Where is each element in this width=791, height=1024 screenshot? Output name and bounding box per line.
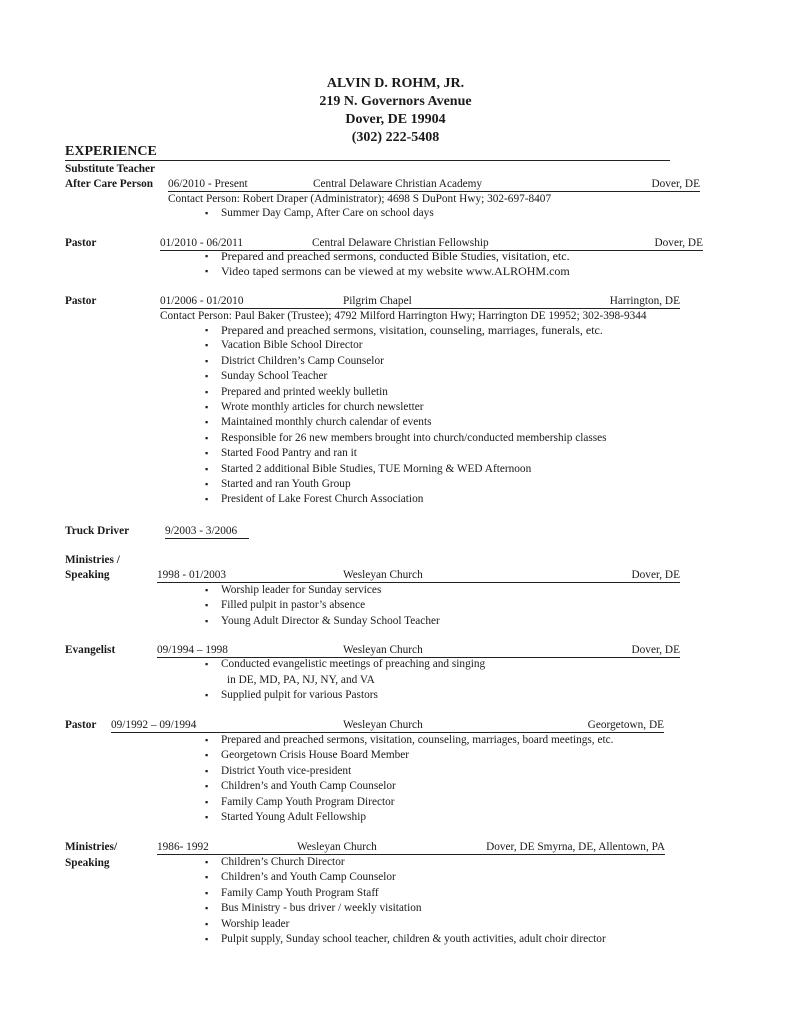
list-item: ▪ Prepared and preached sermons, conducted Bible Studies, visitation, etc.: [205, 249, 570, 264]
bullet-continuation: in DE, MD, PA, NJ, NY, and VA: [227, 674, 375, 686]
list-item: ▪ Started Food Pantry and ran it: [205, 446, 607, 461]
job-dates: 06/2010 - Present: [168, 178, 248, 190]
job-dates: 1998 - 01/2003: [157, 569, 227, 581]
job-header-line: [160, 294, 680, 309]
job-title: Speaking: [65, 857, 110, 869]
job-header-line: [157, 840, 665, 855]
job-location: Georgetown, DE: [587, 719, 664, 731]
job-duties-list: [205, 323, 607, 508]
list-item: ▪ Summer Day Camp, After Care on school days: [205, 206, 434, 221]
list-item: ▪ President of Lake Forest Church Association: [205, 492, 607, 507]
list-item: ▪ Supplied pulpit for various Pastors: [205, 688, 378, 703]
job-title: Truck Driver: [65, 525, 130, 537]
list-item: ▪ Young Adult Director & Sunday School Teacher: [205, 614, 440, 629]
job-location: Dover, DE: [651, 178, 700, 190]
list-item: ▪ Worship leader for Sunday services: [205, 583, 440, 598]
job-duties-list: [205, 249, 570, 280]
list-item: ▪ Family Camp Youth Program Director: [205, 795, 613, 810]
job-duties-list: [205, 855, 606, 947]
job-title-line1: Ministries/: [65, 841, 118, 853]
job-title: Speaking: [65, 569, 110, 581]
list-item: ▪ Children’s Church Director: [205, 855, 606, 870]
list-item: ▪ Vacation Bible School Director: [205, 338, 607, 353]
address-city: Dover, DE 19904: [345, 112, 446, 127]
list-item: ▪ Conducted evangelistic meetings of preaching and singing: [205, 657, 485, 672]
job-header-line: [168, 177, 700, 192]
job-organization: Central Delaware Christian Academy: [313, 178, 483, 190]
address-street: 219 N. Governors Avenue: [319, 94, 472, 109]
phone-number: (302) 222-5408: [351, 130, 440, 145]
list-item: ▪ Georgetown Crisis House Board Member: [205, 748, 613, 763]
job-location: Dover, DE: [631, 644, 680, 656]
job-header-line: [111, 718, 664, 733]
job-duties-list: [205, 733, 613, 825]
job-duties-list: [205, 206, 434, 221]
experience-heading: EXPERIENCE: [65, 143, 670, 161]
job-title: Evangelist: [65, 644, 116, 656]
job-title-line1: Ministries /: [65, 554, 120, 566]
job-organization: Central Delaware Christian Fellowship: [312, 237, 489, 249]
job-organization: Wesleyan Church: [297, 841, 377, 853]
job-title: Pastor: [65, 237, 97, 249]
list-item: ▪ Maintained monthly church calendar of events: [205, 415, 607, 430]
list-item: ▪ Prepared and printed weekly bulletin: [205, 385, 607, 400]
job-duties-list: [205, 583, 440, 629]
job-organization: Wesleyan Church: [343, 719, 423, 731]
job-title: Pastor: [65, 719, 97, 731]
list-item: ▪ District Children’s Camp Counselor: [205, 354, 607, 369]
list-item: ▪ Family Camp Youth Program Staff: [205, 886, 606, 901]
resume-name: ALVIN D. ROHM, JR.: [326, 76, 465, 91]
list-item: ▪ Prepared and preached sermons, visitation, counseling, marriages, funerals, etc.: [205, 323, 607, 338]
job-duties-list: [205, 657, 485, 672]
list-item: ▪ Children’s and Youth Camp Counselor: [205, 870, 606, 885]
job-duties-list: [205, 688, 378, 703]
job-dates: 9/2003 - 3/2006: [165, 525, 238, 537]
list-item: ▪ Filled pulpit in pastor’s absence: [205, 598, 440, 613]
job-dates: 01/2006 - 01/2010: [160, 295, 244, 307]
list-item: ▪ Started and ran Youth Group: [205, 477, 607, 492]
job-dates: 1986- 1992: [157, 841, 209, 853]
job-location: Dover, DE: [654, 237, 703, 249]
list-item: ▪ Video taped sermons can be viewed at my website www.ALROHM.com: [205, 264, 570, 279]
job-header-line: [165, 524, 249, 539]
job-organization: Pilgrim Chapel: [343, 295, 412, 307]
job-organization: Wesleyan Church: [343, 569, 423, 581]
list-item: ▪ Wrote monthly articles for church newsletter: [205, 400, 607, 415]
job-dates: 09/1994 – 1998: [157, 644, 228, 656]
list-item: ▪ Prepared and preached sermons, visitation, counseling, marriages, board meetings, etc.: [205, 733, 613, 748]
job-organization: Wesleyan Church: [343, 644, 423, 656]
list-item: ▪ Bus Ministry - bus driver / weekly visitation: [205, 901, 606, 916]
job-header-line: [157, 643, 680, 658]
job-header-line: [157, 568, 680, 583]
job-location: Dover, DE: [631, 569, 680, 581]
job-title: Pastor: [65, 295, 97, 307]
job-location: Dover, DE Smyrna, DE, Allentown, PA: [486, 841, 665, 853]
job-title: After Care Person: [65, 178, 154, 190]
job-location: Harrington, DE: [609, 295, 680, 307]
list-item: ▪ Children’s and Youth Camp Counselor: [205, 779, 613, 794]
list-item: ▪ Started Young Adult Fellowship: [205, 810, 613, 825]
job-contact: Contact Person: Robert Draper (Administrator); 4698 S DuPont Hwy; 302-697-8407: [168, 193, 552, 205]
list-item: ▪ Started 2 additional Bible Studies, TUE Morning & WED Afternoon: [205, 462, 607, 477]
list-item: ▪ District Youth vice-president: [205, 764, 613, 779]
list-item: ▪ Sunday School Teacher: [205, 369, 607, 384]
job-contact: Contact Person: Paul Baker (Trustee); 4792 Milford Harrington Hwy; Harrington DE 19952; 302-398-9344: [160, 310, 647, 322]
job-title-line1: Substitute Teacher: [65, 163, 156, 175]
list-item: ▪ Worship leader: [205, 917, 606, 932]
list-item: ▪ Pulpit supply, Sunday school teacher, children & youth activities, adult choir director: [205, 932, 606, 947]
list-item: ▪ Responsible for 26 new members brought into church/conducted membership classes: [205, 431, 607, 446]
job-dates: 09/1992 – 09/1994: [111, 719, 197, 731]
job-dates: 01/2010 - 06/2011: [160, 237, 244, 249]
